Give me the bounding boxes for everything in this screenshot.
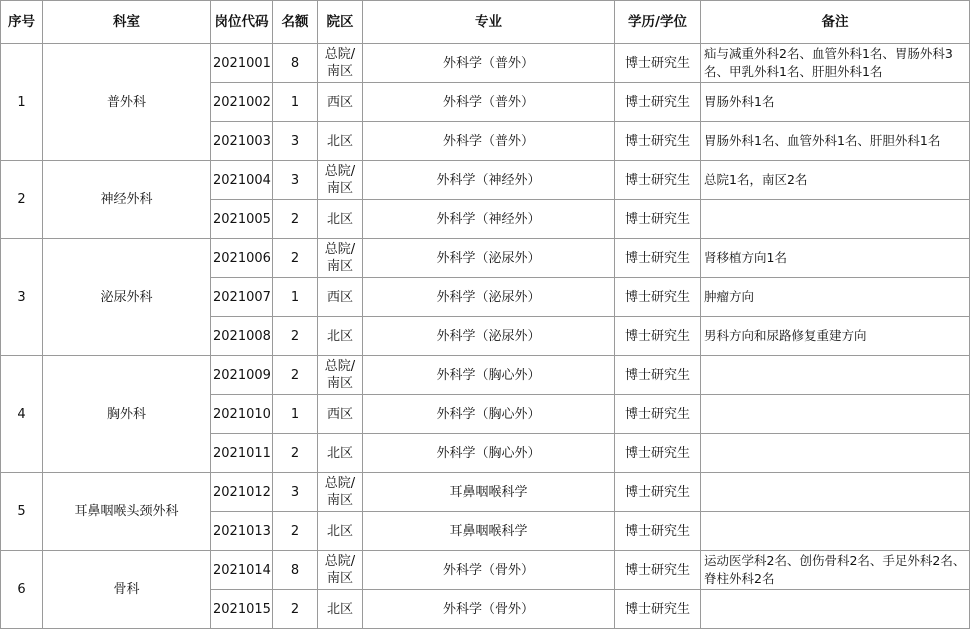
cell-campus: 北区 <box>318 200 363 239</box>
table-row <box>1 551 970 590</box>
cell-major: 外科学（胸心外） <box>363 395 615 434</box>
cell-note <box>701 200 970 239</box>
cell-note: 运动医学科2名、创伤骨科2名、手足外科2名、脊柱外科2名 <box>701 551 970 590</box>
table-body <box>1 44 970 629</box>
header-seq: 序号 <box>1 1 43 44</box>
cell-campus: 总院/南区 <box>318 551 363 590</box>
cell-code: 2021004 <box>211 161 273 200</box>
cell-note: 总院1名，南区2名 <box>701 161 970 200</box>
header-campus: 院区 <box>318 1 363 44</box>
cell-seq: 2 <box>1 161 43 239</box>
header-major: 专业 <box>363 1 615 44</box>
cell-code: 2021010 <box>211 395 273 434</box>
cell-dept: 胸外科 <box>43 356 211 473</box>
cell-seq: 6 <box>1 551 43 629</box>
table-row <box>1 44 970 83</box>
cell-dept: 骨科 <box>43 551 211 629</box>
cell-degree: 博士研究生 <box>615 278 701 317</box>
cell-count: 1 <box>273 83 318 122</box>
cell-count: 8 <box>273 551 318 590</box>
cell-major: 外科学（普外） <box>363 122 615 161</box>
header-code: 岗位代码 <box>211 1 273 44</box>
cell-count: 2 <box>273 200 318 239</box>
cell-major: 外科学（普外） <box>363 44 615 83</box>
cell-major: 外科学（胸心外） <box>363 434 615 473</box>
table-row <box>1 161 970 200</box>
cell-dept: 神经外科 <box>43 161 211 239</box>
cell-code: 2021012 <box>211 473 273 512</box>
cell-code: 2021009 <box>211 356 273 395</box>
cell-degree: 博士研究生 <box>615 551 701 590</box>
cell-major: 外科学（胸心外） <box>363 356 615 395</box>
cell-note <box>701 434 970 473</box>
table-header <box>1 1 970 44</box>
header-degree: 学历/学位 <box>615 1 701 44</box>
cell-note: 疝与减重外科2名、血管外科1名、胃肠外科3名、甲乳外科1名、肝胆外科1名 <box>701 44 970 83</box>
cell-campus: 北区 <box>318 122 363 161</box>
cell-campus: 总院/南区 <box>318 239 363 278</box>
cell-campus: 西区 <box>318 278 363 317</box>
cell-dept: 普外科 <box>43 44 211 161</box>
cell-campus: 北区 <box>318 512 363 551</box>
cell-degree: 博士研究生 <box>615 122 701 161</box>
cell-seq: 1 <box>1 44 43 161</box>
cell-dept: 泌尿外科 <box>43 239 211 356</box>
cell-note: 胃肠外科1名、血管外科1名、肝胆外科1名 <box>701 122 970 161</box>
table-row <box>1 239 970 278</box>
cell-seq: 4 <box>1 356 43 473</box>
cell-code: 2021003 <box>211 122 273 161</box>
cell-degree: 博士研究生 <box>615 239 701 278</box>
cell-degree: 博士研究生 <box>615 473 701 512</box>
cell-code: 2021008 <box>211 317 273 356</box>
table-row <box>1 473 970 512</box>
cell-count: 2 <box>273 239 318 278</box>
cell-dept: 耳鼻咽喉头颈外科 <box>43 473 211 551</box>
cell-count: 1 <box>273 278 318 317</box>
cell-code: 2021007 <box>211 278 273 317</box>
cell-degree: 博士研究生 <box>615 512 701 551</box>
cell-count: 2 <box>273 590 318 629</box>
cell-code: 2021005 <box>211 200 273 239</box>
cell-code: 2021006 <box>211 239 273 278</box>
cell-campus: 北区 <box>318 434 363 473</box>
cell-count: 2 <box>273 512 318 551</box>
cell-campus: 总院/南区 <box>318 161 363 200</box>
cell-major: 外科学（泌尿外） <box>363 239 615 278</box>
header-note: 备注 <box>701 1 970 44</box>
cell-note: 胃肠外科1名 <box>701 83 970 122</box>
cell-count: 3 <box>273 161 318 200</box>
cell-major: 外科学（骨外） <box>363 590 615 629</box>
cell-major: 外科学（泌尿外） <box>363 278 615 317</box>
header-count: 名额 <box>273 1 318 44</box>
cell-major: 外科学（骨外） <box>363 551 615 590</box>
cell-code: 2021011 <box>211 434 273 473</box>
cell-count: 8 <box>273 44 318 83</box>
cell-note <box>701 395 970 434</box>
cell-note <box>701 473 970 512</box>
cell-count: 2 <box>273 317 318 356</box>
cell-code: 2021001 <box>211 44 273 83</box>
cell-campus: 西区 <box>318 83 363 122</box>
table-row <box>1 356 970 395</box>
cell-code: 2021002 <box>211 83 273 122</box>
cell-major: 耳鼻咽喉科学 <box>363 473 615 512</box>
cell-major: 外科学（泌尿外） <box>363 317 615 356</box>
cell-count: 3 <box>273 122 318 161</box>
cell-count: 1 <box>273 395 318 434</box>
cell-seq: 5 <box>1 473 43 551</box>
cell-note: 肿瘤方向 <box>701 278 970 317</box>
cell-note <box>701 356 970 395</box>
cell-note: 男科方向和尿路修复重建方向 <box>701 317 970 356</box>
cell-campus: 北区 <box>318 317 363 356</box>
cell-count: 2 <box>273 434 318 473</box>
header-dept: 科室 <box>43 1 211 44</box>
cell-note: 肾移植方向1名 <box>701 239 970 278</box>
cell-note <box>701 512 970 551</box>
cell-campus: 总院/南区 <box>318 356 363 395</box>
cell-count: 3 <box>273 473 318 512</box>
cell-major: 外科学（神经外） <box>363 161 615 200</box>
cell-campus: 总院/南区 <box>318 44 363 83</box>
cell-code: 2021014 <box>211 551 273 590</box>
cell-degree: 博士研究生 <box>615 83 701 122</box>
cell-code: 2021015 <box>211 590 273 629</box>
cell-degree: 博士研究生 <box>615 356 701 395</box>
cell-degree: 博士研究生 <box>615 434 701 473</box>
cell-seq: 3 <box>1 239 43 356</box>
cell-degree: 博士研究生 <box>615 161 701 200</box>
cell-count: 2 <box>273 356 318 395</box>
cell-degree: 博士研究生 <box>615 317 701 356</box>
cell-degree: 博士研究生 <box>615 200 701 239</box>
cell-note <box>701 590 970 629</box>
cell-degree: 博士研究生 <box>615 44 701 83</box>
cell-major: 外科学（普外） <box>363 83 615 122</box>
cell-code: 2021013 <box>211 512 273 551</box>
cell-campus: 北区 <box>318 590 363 629</box>
cell-major: 外科学（神经外） <box>363 200 615 239</box>
cell-campus: 总院/南区 <box>318 473 363 512</box>
cell-degree: 博士研究生 <box>615 395 701 434</box>
cell-degree: 博士研究生 <box>615 590 701 629</box>
cell-campus: 西区 <box>318 395 363 434</box>
cell-major: 耳鼻咽喉科学 <box>363 512 615 551</box>
